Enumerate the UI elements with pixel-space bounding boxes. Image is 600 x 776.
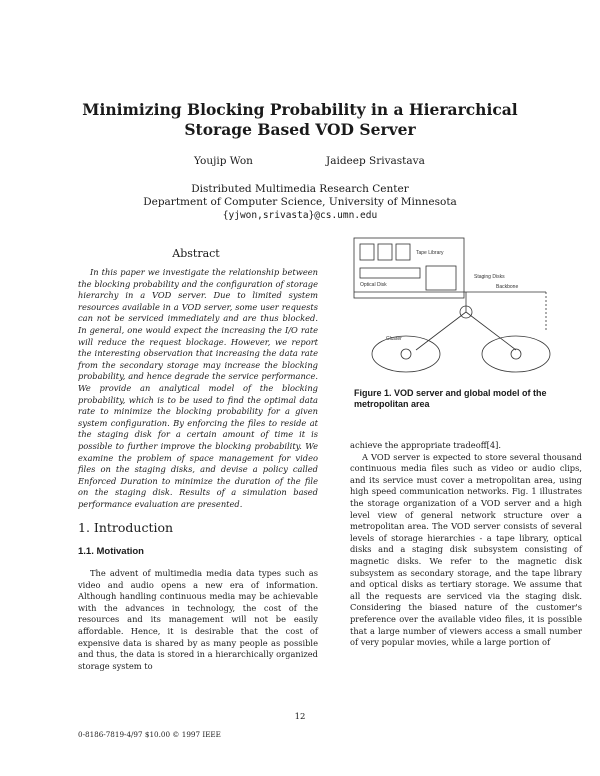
- page-number: 12: [294, 712, 306, 722]
- cluster-node: [401, 349, 411, 359]
- author-name: Jaideep Srivastava: [326, 155, 425, 167]
- figure-label: Cluster: [386, 336, 402, 342]
- body-paragraph: A VOD server is expected to store several thousand continuous media files such as video or audio clips, and its service must cover a metropolitan area, using high speed communication networks. Fig. 1 illustrates the storage organization of a VOD server and a high level view of general network structure over a metropolitan area. The VOD server consists of several levels of storage hierarchies - a tape library, optical disks and a staging disk subsystem consisting of magnetic disks. We refer to the magnetic disk subsystem as secondary storage, and the tape library and optical disks as tertiary storage. We assume that all the requests are serviced via the staging disk. Considering the biased nature of the customer's preference over the available video files, it is possible that a large number of viewers access a small number of very popular movies, while a large portion of: [350, 451, 582, 648]
- staging-disk-unit: [426, 266, 456, 290]
- network-link: [416, 312, 466, 350]
- paper-title: Minimizing Blocking Probability in a Hierarchical Storage Based VOD Server: [82, 100, 518, 139]
- affiliation-department: Department of Computer Science, University of Minnesota: [143, 196, 457, 208]
- tape-drive: [396, 244, 410, 260]
- cluster-region: [372, 336, 440, 372]
- figure-label: Tape Library: [416, 250, 444, 256]
- cluster-region: [482, 336, 550, 372]
- continued-paragraph: achieve the appropriate tradeoff[4].: [350, 440, 501, 450]
- optical-disk-unit: [360, 268, 420, 278]
- cluster-node: [511, 349, 521, 359]
- author-name: Youjip Won: [194, 155, 253, 167]
- abstract-heading: Abstract: [172, 247, 220, 260]
- figure-label: Staging Disks: [474, 274, 505, 280]
- tape-drive: [360, 244, 374, 260]
- section-heading: 1. Introduction: [78, 520, 174, 535]
- tape-drive: [378, 244, 392, 260]
- figure-1-diagram: [346, 232, 576, 382]
- author-email: {yjwon,srivasta}@cs.umn.edu: [222, 210, 378, 221]
- abstract-text: In this paper we investigate the relationship between the blocking probability and the configuration of storage hierarchy in a VOD server. Due to limited system resources available in a VOD server, some user requests can not be serviced immediately and are thus blocked. In general, one would expect the increasing the I/O rate will reduce the request blockage. However, we report the interesting observation that increasing the data rate from the secondary storage may increase the blocking probability, and hence degrade the service performance. We provide an analytical model of the blocking probability, which is to be used to find the optimal data rate to minimize the blocking probability for a given system configuration. By enforcing the files to reside at the staging disk for a certain amount of time it is possible to further improve the blocking probability. We examine the problem of space management for video files on the staging disks, and devise a policy called Enforced Duration to minimize the duration of the file on the staging disk. Results of a simulation based performance evaluation are presented.: [78, 267, 318, 509]
- figure-caption: Figure 1. VOD server and global model of the metropolitan area: [354, 388, 547, 409]
- affiliation-center: Distributed Multimedia Research Center: [191, 183, 409, 195]
- intro-paragraph: The advent of multimedia media data types such as video and audio opens a new era of information. Although handling continuous media may be achievable with the advances in technology, the cost of the resources and its management will not be easily affordable. Hence, it is desirable that the cost of expensive data is shared by as many people as possible and thus, the data is stored in a hierarchically organized storage system to: [78, 568, 318, 671]
- right-column-text: [350, 440, 582, 649]
- figure-label: Backbone: [496, 284, 519, 290]
- subsection-heading: 1.1. Motivation: [78, 546, 144, 557]
- affiliation: [120, 183, 480, 222]
- copyright-footer: 0-8186-7819-4/97 $10.00 © 1997 IEEE: [78, 730, 221, 739]
- network-link: [466, 312, 516, 350]
- figure-label: Optical Disk: [360, 282, 387, 288]
